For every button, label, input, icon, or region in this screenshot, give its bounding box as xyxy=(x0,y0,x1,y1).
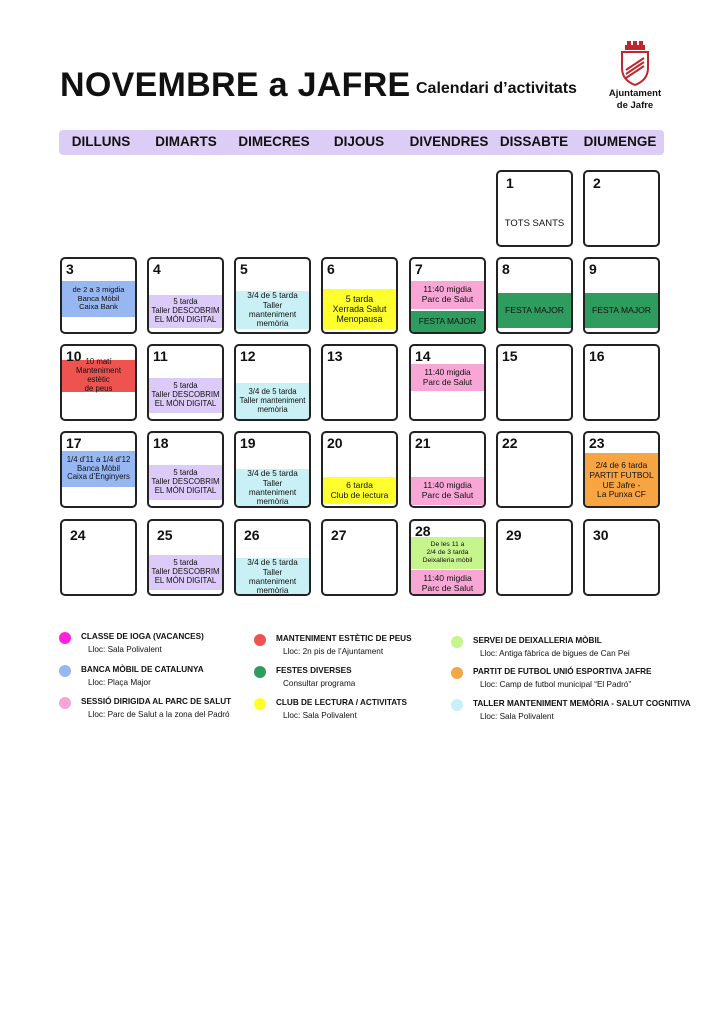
event-block xyxy=(498,216,571,232)
day-number: 11 xyxy=(153,348,168,364)
event-line: Parc de Salut xyxy=(422,377,473,387)
legend-location: Lloc: Sala Polivalent xyxy=(480,712,554,721)
legend-location: Lloc: Sala Polivalent xyxy=(88,645,162,654)
day-cell-16 xyxy=(583,344,660,421)
event-line: Xerrada Salut xyxy=(332,303,387,314)
event-line: UE Jafre - xyxy=(602,479,641,490)
day-cell-18 xyxy=(147,431,224,508)
day-cell-28 xyxy=(409,519,486,596)
logo-line2: de Jafre xyxy=(616,100,654,111)
legend-title: PARTIT DE FUTBOL UNIÓ ESPORTIVA JAFRE xyxy=(473,667,652,676)
event-line: TOTS SANTS xyxy=(504,217,565,229)
day-cell-8 xyxy=(496,257,573,334)
event-line: Club de lectura xyxy=(330,489,389,500)
day-number: 27 xyxy=(331,527,347,543)
day-number: 25 xyxy=(157,527,173,543)
event-line: EL MÓN DIGITAL xyxy=(154,575,217,585)
day-cell-24 xyxy=(60,519,137,596)
day-cell-23 xyxy=(583,431,660,508)
weekday-thursday: DIJOUS xyxy=(333,134,385,149)
ajuntament-logo xyxy=(602,40,668,112)
day-cell-9 xyxy=(583,257,660,334)
day-cell-7 xyxy=(409,257,486,334)
day-cell-10 xyxy=(60,344,137,421)
day-cell-2 xyxy=(583,170,660,247)
page-title: NOVEMBRE a JAFRE xyxy=(60,66,411,104)
day-cell-27 xyxy=(321,519,398,596)
event-line: Taller manteniment xyxy=(239,396,306,406)
event-line: FESTA MAJOR xyxy=(418,315,477,326)
day-cell-30 xyxy=(583,519,660,596)
event-block xyxy=(411,570,484,596)
event-block xyxy=(323,477,396,504)
event-line: 5 tarda xyxy=(345,293,374,304)
day-number: 6 xyxy=(327,261,335,277)
coat-of-arms-icon xyxy=(618,40,652,86)
day-cell-6 xyxy=(321,257,398,334)
event-line: 3/4 de 5 tarda xyxy=(247,558,298,568)
day-number: 26 xyxy=(244,527,260,543)
day-cell-17 xyxy=(60,431,137,508)
event-block xyxy=(149,295,222,328)
event-line: Manteniment estètic xyxy=(75,366,122,384)
event-line: de 2 a 3 migdia xyxy=(72,284,125,294)
day-cell-1 xyxy=(496,170,573,247)
day-cell-3 xyxy=(60,257,137,334)
event-line: 3/4 de 5 tarda xyxy=(247,291,298,301)
day-number: 23 xyxy=(589,435,605,451)
event-line: 11:40 migdia xyxy=(423,480,472,491)
event-block xyxy=(411,364,484,391)
event-line: Caixa d’Enginyers xyxy=(67,472,130,482)
legend-color-dot xyxy=(254,634,266,646)
day-number: 22 xyxy=(502,435,518,451)
event-line: Caixa Bank xyxy=(79,302,118,312)
day-number: 30 xyxy=(593,527,609,543)
legend-title: SERVEI DE DEIXALLERIA MÒBIL xyxy=(473,636,602,645)
event-block xyxy=(411,311,484,332)
event-line: FESTA MAJOR xyxy=(504,304,565,315)
event-line: Banca Mòbil xyxy=(77,463,120,473)
day-number: 20 xyxy=(327,435,343,451)
legend-color-dot xyxy=(451,667,463,679)
legend-location: Lloc: Plaça Major xyxy=(88,678,151,687)
event-line: 5 tarda xyxy=(173,297,198,307)
day-cell-20 xyxy=(321,431,398,508)
legend-location: Lloc: 2n pis de l’Ajuntament xyxy=(283,647,384,656)
day-cell-19 xyxy=(234,431,311,508)
legend-location: Lloc: Antiga fàbrica de bigues de Can Pei xyxy=(480,649,630,658)
logo-line1: Ajuntament xyxy=(608,88,662,99)
legend-title: CLUB DE LECTURA / ACTIVITATS xyxy=(276,698,407,707)
day-number: 14 xyxy=(415,348,431,364)
legend-title: TALLER MANTENIMENT MEMÒRIA - SALUT COGNITIVA xyxy=(473,699,691,708)
event-line: Parc de Salut xyxy=(421,583,474,593)
weekday-saturday: DISSABTE xyxy=(499,134,569,149)
event-line: 3/4 de 5 tarda xyxy=(247,469,298,479)
weekday-sunday: DIUMENGE xyxy=(583,134,657,149)
event-line: de peus xyxy=(84,383,113,393)
day-number: 28 xyxy=(415,523,431,539)
event-line: 2/4 de 3 tarda xyxy=(426,549,469,557)
event-block xyxy=(411,537,484,569)
event-block xyxy=(149,465,222,500)
event-block xyxy=(236,469,309,507)
legend-color-dot xyxy=(59,665,71,677)
event-line: PARTIT FUTBOL xyxy=(589,469,654,480)
event-line: memòria xyxy=(257,404,288,414)
event-line: EL MÓN DIGITAL xyxy=(154,314,217,324)
event-line: 6 tarda xyxy=(346,479,373,490)
event-line: Taller DESCOBRIM xyxy=(151,477,220,487)
legend-location: Lloc: Sala Polivalent xyxy=(283,711,357,720)
event-line: Taller manteniment xyxy=(248,567,297,586)
day-number: 8 xyxy=(502,261,510,277)
page-subtitle: Calendari d’activitats xyxy=(416,80,577,97)
event-line: memòria xyxy=(256,319,289,329)
event-line: EL MÓN DIGITAL xyxy=(154,485,217,495)
event-line: Taller DESCOBRIM xyxy=(151,567,220,577)
event-line: Parc de Salut xyxy=(421,490,474,500)
day-number: 18 xyxy=(153,435,169,451)
legend-color-dot xyxy=(59,697,71,709)
legend-title: CLASSE DE IOGA (VACANCES) xyxy=(81,632,204,641)
event-block xyxy=(323,289,396,329)
day-number: 19 xyxy=(240,435,256,451)
event-line: Banca Mòbil xyxy=(77,293,120,303)
day-number: 1 xyxy=(506,175,514,191)
event-block xyxy=(585,293,658,328)
event-line: memòria xyxy=(256,586,289,596)
day-cell-15 xyxy=(496,344,573,421)
day-number: 13 xyxy=(327,348,343,364)
event-block xyxy=(236,558,309,596)
legend-title: FESTES DIVERSES xyxy=(276,666,352,675)
event-block xyxy=(62,281,135,317)
event-line: 3/4 de 5 tarda xyxy=(248,387,297,397)
legend-location: Consultar programa xyxy=(283,679,356,688)
day-cell-5 xyxy=(234,257,311,334)
weekday-friday: DIVENDRES xyxy=(409,134,489,149)
event-block xyxy=(411,281,484,309)
event-line: 5 tarda xyxy=(173,558,198,568)
day-number: 16 xyxy=(589,348,605,364)
legend-color-dot xyxy=(254,666,266,678)
day-number: 5 xyxy=(240,261,248,277)
event-block xyxy=(149,378,222,413)
event-block xyxy=(62,357,135,393)
weekday-tuesday: DIMARTS xyxy=(155,134,217,149)
event-line: 11:40 migdia xyxy=(424,368,471,378)
legend-title: BANCA MÒBIL DE CATALUNYA xyxy=(81,665,204,674)
legend-color-dot xyxy=(59,632,71,644)
event-block xyxy=(62,451,135,487)
day-cell-26 xyxy=(234,519,311,596)
legend-color-dot xyxy=(451,699,463,711)
legend-title: MANTENIMENT ESTÈTIC DE PEUS xyxy=(276,634,412,643)
day-cell-13 xyxy=(321,344,398,421)
day-number: 15 xyxy=(502,348,518,364)
day-number: 17 xyxy=(66,435,82,451)
weekday-wednesday: DIMECRES xyxy=(238,134,310,149)
day-cell-22 xyxy=(496,431,573,508)
event-line: Taller DESCOBRIM xyxy=(151,306,220,316)
day-number: 12 xyxy=(240,348,256,364)
day-cell-12 xyxy=(234,344,311,421)
legend-color-dot xyxy=(254,698,266,710)
day-number: 2 xyxy=(593,175,601,191)
day-cell-4 xyxy=(147,257,224,334)
day-number: 10 xyxy=(66,348,82,364)
event-line: FESTA MAJOR xyxy=(591,304,652,315)
day-cell-11 xyxy=(147,344,224,421)
event-line: 10 matí xyxy=(85,357,112,367)
day-number: 4 xyxy=(153,261,161,277)
day-number: 7 xyxy=(415,261,423,277)
event-line: Deixalleria mòbil xyxy=(422,556,473,564)
event-line: La Punxa CF xyxy=(597,489,646,500)
event-block xyxy=(149,555,222,590)
day-cell-29 xyxy=(496,519,573,596)
day-number: 29 xyxy=(506,527,522,543)
day-cell-21 xyxy=(409,431,486,508)
event-line: Taller manteniment xyxy=(248,478,297,497)
event-line: memòria xyxy=(256,497,289,507)
day-cell-14 xyxy=(409,344,486,421)
event-line: 5 tarda xyxy=(173,468,198,478)
event-block xyxy=(236,383,309,420)
day-number: 3 xyxy=(66,261,74,277)
day-number: 9 xyxy=(589,261,597,277)
event-line: 2/4 de 6 tarda xyxy=(595,460,648,471)
legend-color-dot xyxy=(451,636,463,648)
event-line: 11:40 migdia xyxy=(423,573,472,584)
weekday-header xyxy=(59,130,664,155)
event-line: 1/4 d’11 a 1/4 d’12 xyxy=(66,454,131,464)
day-number: 21 xyxy=(415,435,431,451)
event-line: Taller manteniment xyxy=(248,300,297,319)
event-line: De les 11 a xyxy=(430,541,465,549)
day-number: 24 xyxy=(70,527,86,543)
event-line: 11:40 migdia xyxy=(423,284,472,295)
weekday-monday: DILLUNS xyxy=(71,134,131,149)
event-line: EL MÓN DIGITAL xyxy=(154,398,217,408)
legend-location: Lloc: Camp de futbol municipal “El Padró” xyxy=(480,680,632,689)
event-block xyxy=(236,291,309,329)
legend-location: Lloc: Parc de Salut a la zona del Padró xyxy=(88,710,230,719)
event-line: Parc de Salut xyxy=(421,294,474,304)
event-block xyxy=(585,453,658,508)
event-block xyxy=(498,293,571,328)
event-line: Taller DESCOBRIM xyxy=(151,390,220,400)
event-block xyxy=(411,477,484,505)
event-line: Menopausa xyxy=(336,314,383,325)
day-cell-25 xyxy=(147,519,224,596)
legend-title: SESSIÓ DIRIGIDA AL PARC DE SALUT xyxy=(81,697,232,706)
event-line: 5 tarda xyxy=(173,381,198,391)
